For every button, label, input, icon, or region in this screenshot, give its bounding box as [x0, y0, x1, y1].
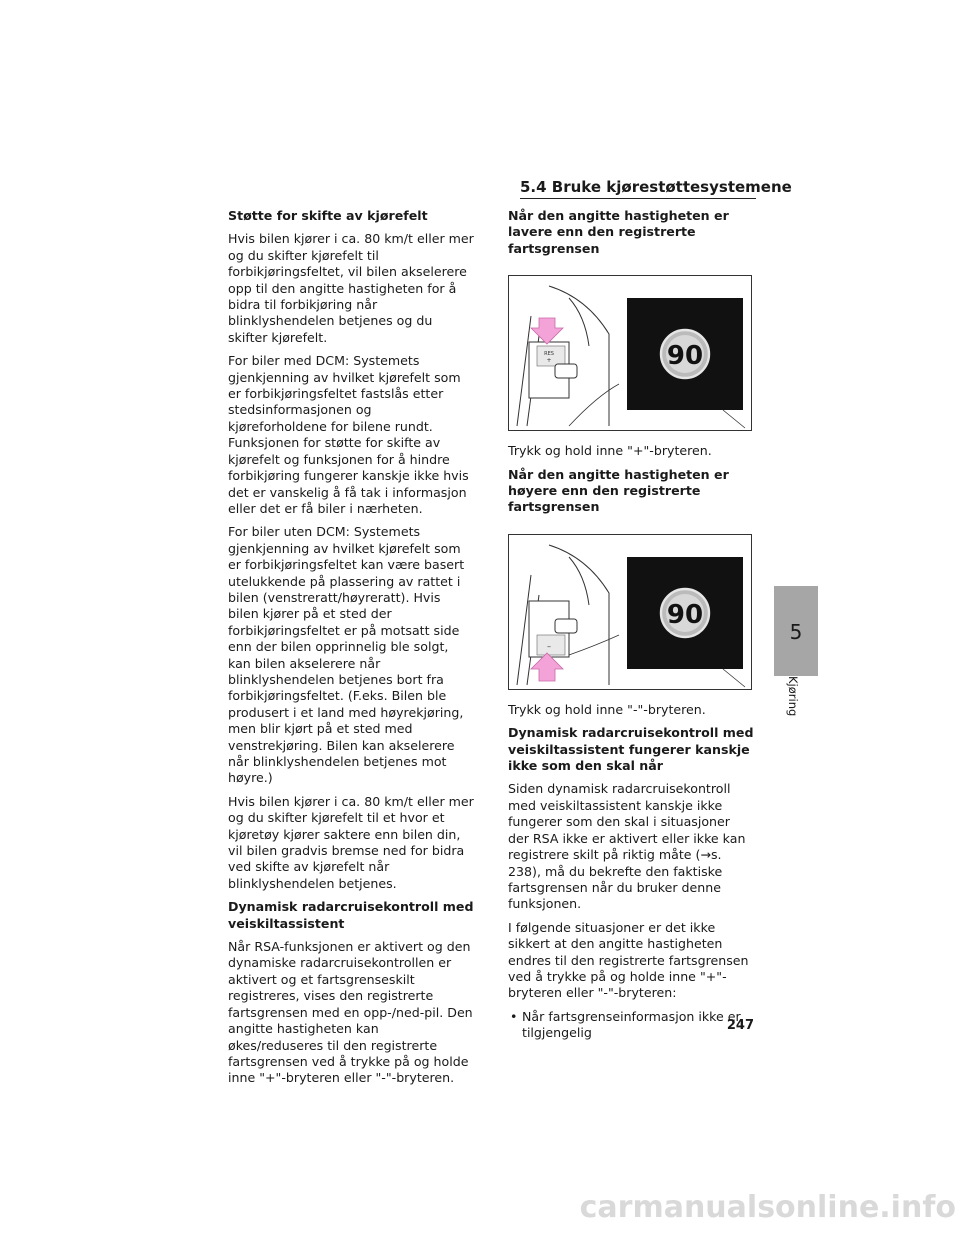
steering-switch-illustration [509, 276, 752, 431]
chapter-label: Kjøring [786, 676, 800, 717]
page-number: 247 [726, 1018, 754, 1033]
paragraph: Når RSA-funksjonen er aktivert og den dynamiske radarcruisekontrollen er aktivert og et fartsgrenseskilt registreres, vises den registrerte fartsgrensen med en opp-/ned-pil. Den angitte hastigheten kan økes/reduseres til den registrerte fartsgrensen ved å trykke på og holde inne "+"-bryteren eller "-"-bryteren. [228, 939, 473, 1086]
minus-sign: – [547, 641, 551, 651]
figure-minus [508, 534, 752, 690]
heading-higher-speed: Når den angitte hastigheten er høyere enn den registrerte fartsgrensen [508, 466, 729, 515]
paragraph: Hvis bilen kjører i ca. 80 km/t eller mer og du skifter kjørefelt til forbikjøringsfeltet, vil bilen akselerere opp til den angitte hastigheten for å bidra til forbikjøring når blinklyshendelen betjenes og du skifter kjørefelt. [228, 231, 474, 345]
chapter-number: 5 [789, 620, 803, 644]
paragraph: For biler uten DCM: Systemets gjenkjenning av hvilket kjørefelt som er forbikjøringsfeltet kan være basert utelukkende på plassering av rattet i bilen (venstreratt/høyreratt). Hvis bilen kjører på et sted der forbikjøringsfeltet er på motsatt side enn der bilen opprinnelig ble solgt, kan bilen akselerere når blinklyshendelen betjenes bort fra forbikjøringsfeltet. (F.eks. Bilen ble produsert i et land med høyrekjøring, men blir kjørt på et sted med venstrekjøring. Bilen kan akselerere når blinklyshendelen betjenes mot høyre.) [228, 524, 465, 786]
left-column [228, 208, 474, 1094]
heading-rsa: Dynamisk radarcruisekontroll med veiskiltassistent [228, 899, 474, 931]
figure-res-plus [508, 275, 752, 431]
chapter-tab [774, 586, 818, 676]
heading-lower-speed: Når den angitte hastigheten er lavere enn den registrerte fartsgrensen [508, 208, 729, 256]
arrow-down-icon [531, 318, 563, 344]
paragraph: Siden dynamisk radarcruisekontroll med veiskiltassistent kanskje ikke fungerer som den skal i situasjoner der RSA ikke er aktivert eller ikke kan registrere skilt på riktig måte (→s. 238), må du bekrefte den faktiske fartsgrensen når du bruker denne funksjonen. [508, 781, 746, 912]
header-rule [520, 198, 756, 199]
heading-lane-change: Støtte for skifte av kjørefelt [228, 208, 428, 223]
paragraph: For biler med DCM: Systemets gjenkjenning av hvilket kjørefelt som er forbikjøringsfeltet fastslås etter stedsinformasjonen og kjøreforholdene for bilene rundt. Funksjonen for støtte for skifte av kjørefelt og funksjonen for å hindre forbikjøring fungerer kanskje ikke hvis det er vanskelig å få tak i informasjon eller det er få biler i nærheten. [228, 353, 469, 516]
speed-limit-value: 90 [666, 341, 704, 372]
caption: Trykk og hold inne "-"-bryteren. [508, 701, 706, 717]
section-header: 5.4 Bruke kjørestøttesystemene [520, 178, 792, 196]
watermark: carmanualsonline.info [579, 1190, 956, 1225]
bullet-item: • Når fartsgrenseinformasjon ikke er tilgjengelig [508, 1009, 754, 1042]
paragraph: Hvis bilen kjører i ca. 80 km/t eller mer og du skifter kjørefelt til et hvor et kjøretøy kjører saktere enn bilen din, vil bilen gradvis bremse ned for bidra ved skifte av kjørefelt når blinklyshendelen betjenes. [228, 793, 474, 891]
speed-limit-value: 90 [666, 599, 704, 630]
right-column [508, 208, 754, 1049]
steering-switch-illustration [509, 535, 752, 690]
plus-sign: + [546, 357, 552, 365]
heading-limitations: Dynamisk radarcruisekontroll med veiskiltassistent fungerer kanskje ikke som den skal når [508, 725, 754, 774]
res-label: RES [544, 351, 554, 358]
caption: Trykk og hold inne "+"-bryteren. [508, 443, 712, 459]
paragraph: I følgende situasjoner er det ikke sikkert at den angitte hastigheten endres til den registrerte fartsgrensen ved å trykke på og holde inne "+"-bryteren eller "-"-bryteren: [508, 919, 749, 1001]
